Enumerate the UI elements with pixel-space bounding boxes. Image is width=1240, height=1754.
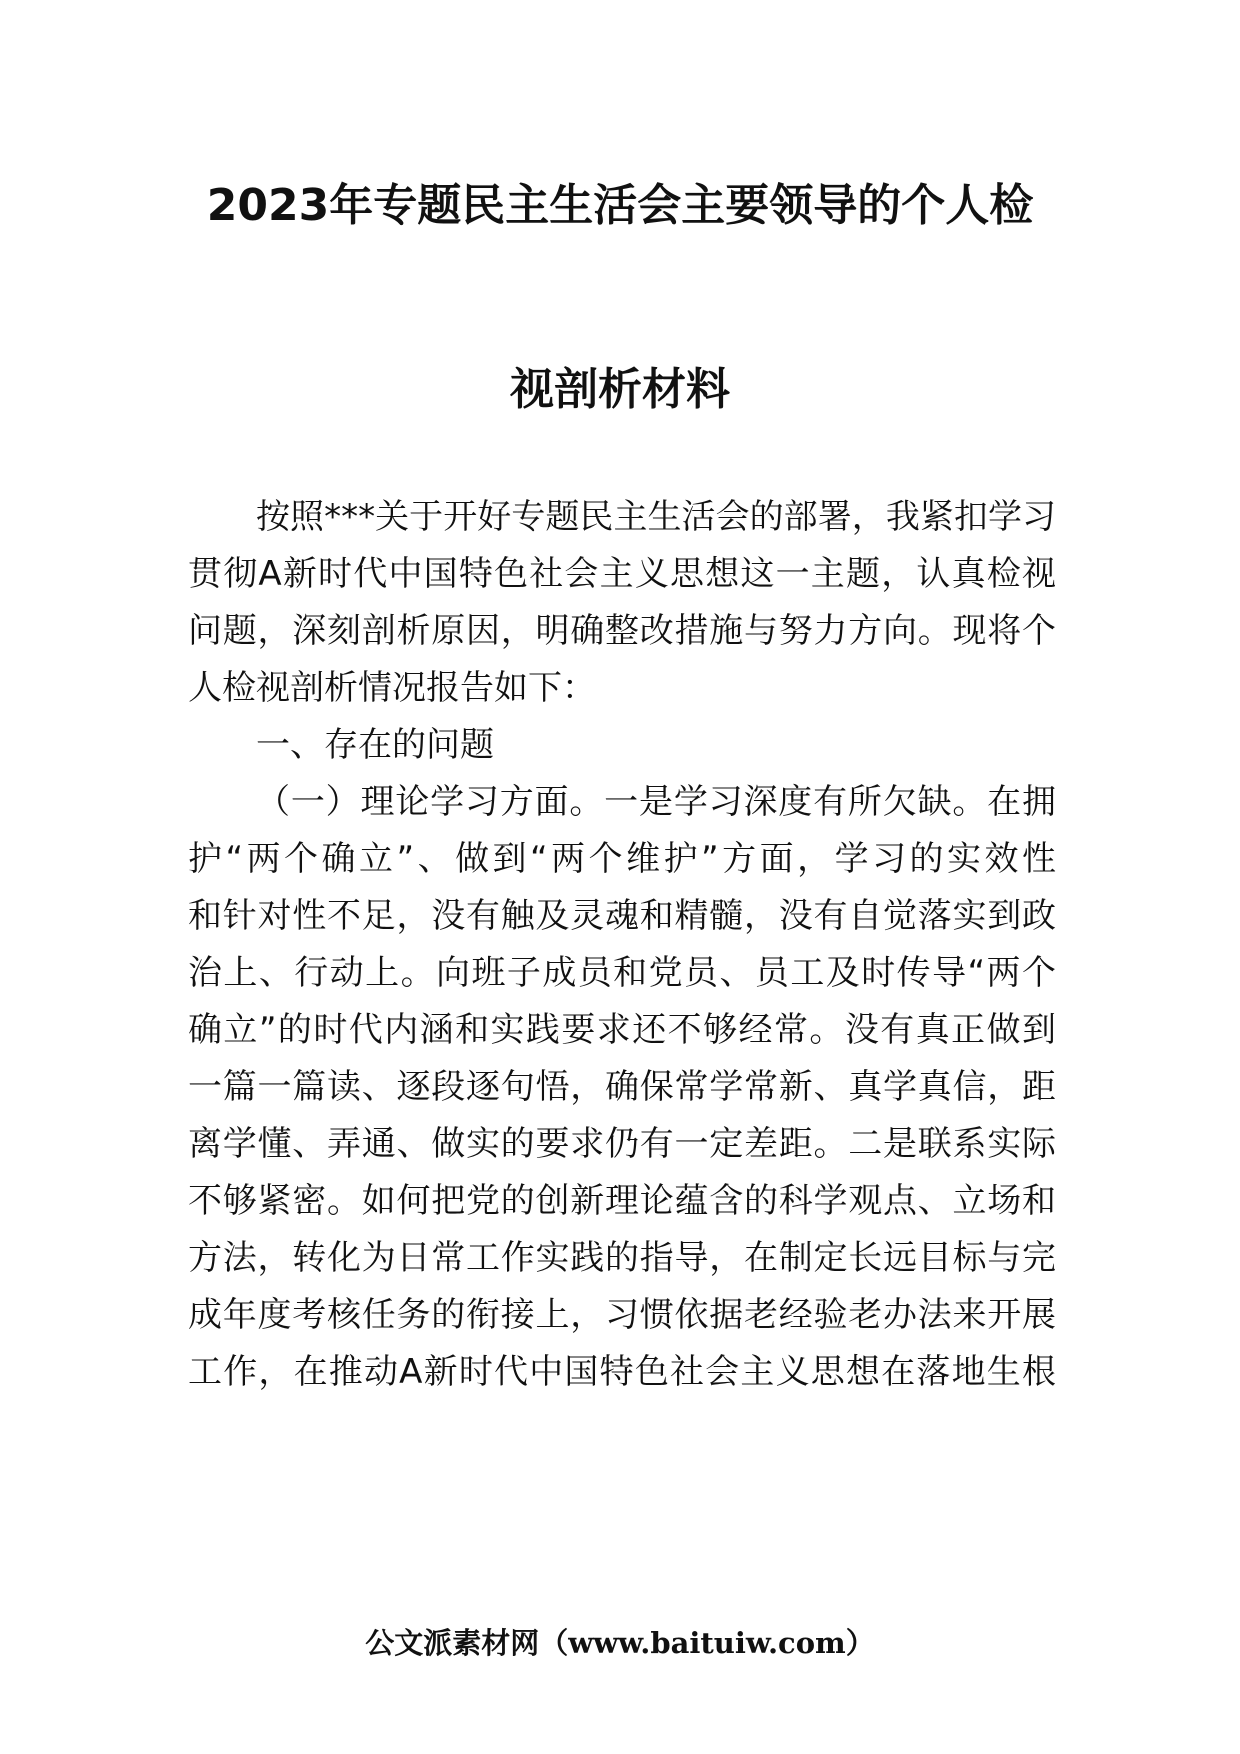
paragraph-line: （一）理论学习方面。一是学习深度有所欠缺。在拥 [256,782,1056,822]
paragraph-line: 方法，转化为日常工作实践的指导，在制定长远目标与完 [188,1238,1056,1278]
document-title-line-1: 2023年专题民主生活会主要领导的个人检 [206,180,1034,231]
document-title-line-2: 视剖析材料 [510,364,730,415]
paragraph-line: 不够紧密。如何把党的创新理论蕴含的科学观点、立场和 [188,1181,1056,1221]
paragraph-line: 贯彻A新时代中国特色社会主义思想这一主题，认真检视 [188,554,1056,594]
paragraph-line: 离学懂、弄通、做实的要求仍有一定差距。二是联系实际 [188,1124,1056,1164]
footer-watermark: 公文派素材网（www.baituiw.com） [365,1626,875,1660]
paragraph-line: 人检视剖析情况报告如下： [188,668,596,708]
paragraph-line: 护“两个确立”、做到“两个维护”方面，学习的实效性 [188,839,1056,879]
paragraph-line: 成年度考核任务的衔接上，习惯依据老经验老办法来开展 [188,1295,1056,1335]
paragraph-line: 治上、行动上。向班子成员和党员、员工及时传导“两个 [188,953,1056,993]
paragraph-line: 确立”的时代内涵和实践要求还不够经常。没有真正做到 [188,1010,1056,1050]
paragraph-line: 工作，在推动A新时代中国特色社会主义思想在落地生根 [188,1352,1056,1392]
paragraph-line: 一篇一篇读、逐段逐句悟，确保常学常新、真学真信，距 [188,1067,1056,1107]
paragraph-line: 和针对性不足，没有触及灵魂和精髓，没有自觉落实到政 [188,896,1056,936]
paragraph-line: 按照***关于开好专题民主生活会的部署，我紧扣学习 [256,497,1056,537]
section-heading: 一、存在的问题 [256,725,494,765]
paragraph-line: 问题，深刻剖析原因，明确整改措施与努力方向。现将个 [188,611,1056,651]
